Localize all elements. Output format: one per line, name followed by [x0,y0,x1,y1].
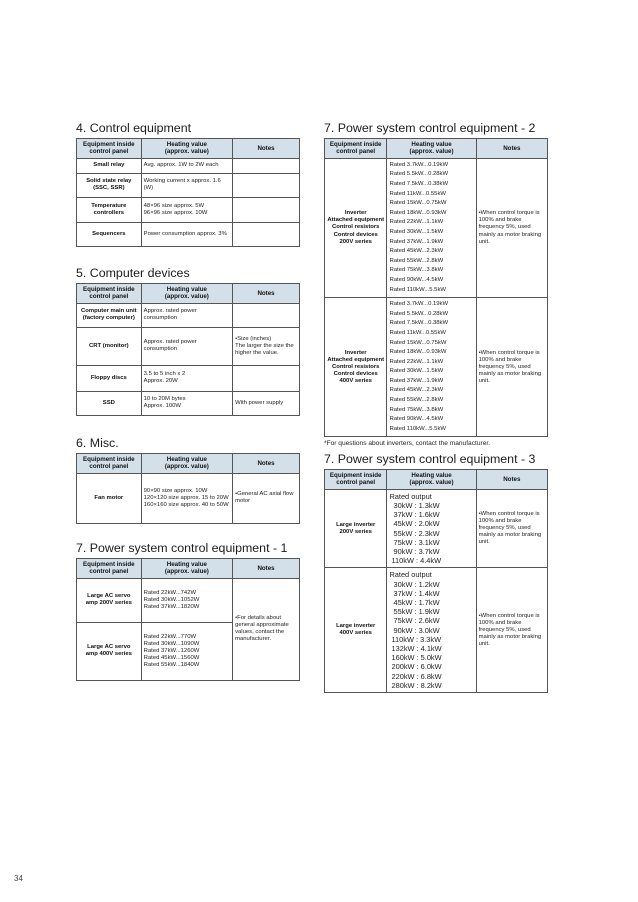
column-equipment: Equipment inside control panel [77,559,142,579]
equipment-cell: Solid state relay (SSC, SSR) [77,173,142,197]
misc-table [76,453,300,524]
column-notes: Notes [476,470,547,490]
column-heating: Heating value (approx. value) [141,454,232,474]
equipment-cell: CRT (monitor) [77,327,142,365]
power-system-3-table [324,469,548,693]
table-row [325,489,548,568]
column-heating: Heating value (approx. value) [387,470,476,490]
column-equipment: Equipment inside control panel [77,139,142,159]
section-title: 6. Misc. [76,436,119,450]
section-power-system-2 [324,121,548,447]
column-heating: Heating value (approx. value) [141,284,232,304]
notes-cell: •General AC axial flow motor [233,473,300,523]
heating-cell: Avg. approx. 1W to 2W each [141,158,232,173]
equipment-cell: Large inverter 200V series [325,489,387,568]
equipment-cell: Inverter Attached equipment Control resistors Control devices 400V series [325,298,387,437]
table-row [77,222,300,246]
heating-cell: Rated 3.7kW...0.19kW Rated 5.5kW...0.28kW Rated 7.5kW...0.38kW Rated 11kW...0.55kW Rated 15kW...0.75kW Rated 18kW...0.93kW Rated 22kW...1.1kW Rated 30kW...1.5kW Rated 37kW...1.9kW Rated 45kW...2.3kW Rated 55kW...2.8kW Rated 75kW...3.8kW Rated 90kW...4.5kW Rated 110kW...5.5kW [387,158,476,297]
column-notes: Notes [233,284,300,304]
section-power-system-1 [76,541,300,681]
heating-cell: 48×96 size approx. 5W 96×96 size approx. 10W [141,197,232,222]
table-row [77,327,300,365]
notes-cell: •Size (inches) The larger the size the higher the value. [233,327,300,365]
heating-cell: Approx. rated power consumption [141,327,232,365]
table-header-row [77,559,300,579]
notes-cell [233,365,300,391]
table-row [77,391,300,415]
equipment-cell: Large inverter 400V series [325,568,387,693]
heating-cell: Rated 22kW...742W Rated 30kW...1052W Rated 37kW...1820W [141,578,232,622]
equipment-cell: Floppy discs [77,365,142,391]
equipment-cell: Temperature controllers [77,197,142,222]
heating-cell: 90×90 size approx. 10W 120×120 size approx. 15 to 20W 160×160 size approx. 40 to 50W [141,473,232,523]
table-row [77,303,300,327]
column-equipment: Equipment inside control panel [325,139,387,159]
equipment-cell: Fan motor [77,473,142,523]
page-number: 34 [14,874,23,883]
section-control-equipment [76,121,300,247]
table-header-row [77,454,300,474]
table-row [325,568,548,693]
heating-cell: Working current x approx. 1.6 (W) [141,173,232,197]
notes-cell [233,158,300,173]
section-misc [76,436,300,524]
equipment-cell: Large AC servo amp 400V series [77,622,142,680]
table-row [77,158,300,173]
column-heating: Heating value (approx. value) [387,139,476,159]
column-equipment: Equipment inside control panel [77,284,142,304]
heating-cell: Rated 22kW...770W Rated 30kW...1090W Rated 37kW...1260W Rated 45kW...1560W Rated 55kW...1840W [141,622,232,680]
section-computer-devices [76,266,300,416]
table-row [325,298,548,437]
column-notes: Notes [233,454,300,474]
section-title: 7. Power system control equipment - 3 [324,452,536,466]
section-title: 4. Control equipment [76,121,192,135]
column-heating: Heating value (approx. value) [141,559,232,579]
section-title: 7. Power system control equipment - 2 [324,121,536,135]
table-header-row [77,139,300,159]
heating-cell: Approx. rated power consumption [141,303,232,327]
table-row [77,197,300,222]
section-power-system-3 [324,452,548,693]
notes-cell: With power supply [233,391,300,415]
heating-cell: Power consumption approx. 3% [141,222,232,246]
power-system-1-table [76,558,300,681]
column-equipment: Equipment inside control panel [77,454,142,474]
table-row [77,578,300,622]
notes-cell [233,173,300,197]
table-header-row [77,284,300,304]
column-equipment: Equipment inside control panel [325,470,387,490]
heating-cell: Rated output 30kW : 1.3kW 37kW : 1.6kW 45kW : 2.0kW 55kW : 2.3kW 75kW : 3.1kW 90kW : 3.7kW 110kW : 4.4kW [387,489,476,568]
section-title: 7. Power system control equipment - 1 [76,541,288,555]
equipment-cell: Small relay [77,158,142,173]
heating-cell: 10 to 20M bytes Approx. 100W [141,391,232,415]
column-notes: Notes [233,559,300,579]
control-equipment-table [76,138,300,247]
heating-cell: Rated 3.7kW...0.19kW Rated 5.5kW...0.28kW Rated 7.5kW...0.38kW Rated 11kW...0.55kW Rated 15kW...0.75kW Rated 18kW...0.93kW Rated 22kW...1.1kW Rated 30kW...1.5kW Rated 37kW...1.9kW Rated 45kW...2.3kW Rated 55kW...2.8kW Rated 75kW...3.8kW Rated 90kW...4.5kW Rated 110kW...5.5kW [387,298,476,437]
equipment-cell: Large AC servo amp 200V series [77,578,142,622]
footnote: *For questions about inverters, contact the manufacturer. [324,440,491,448]
section-title: 5. Computer devices [76,266,190,280]
table-header-row [325,470,548,490]
heating-cell: Rated output 30kW : 1.2kW 37kW : 1.4kW 45kW : 1.7kW 55kW : 1.9kW 75kW : 2.6kW 90kW : 3.0kW 110kW : 3.3kW 132kW : 4.1kW 160kW : 5.0kW 200kW : 6.0kW 220kW : 6.8kW 280kW : 8.2kW [387,568,476,693]
column-notes: Notes [233,139,300,159]
notes-cell [233,222,300,246]
table-row [77,365,300,391]
notes-cell [233,303,300,327]
table-row [325,158,548,297]
notes-cell [233,197,300,222]
equipment-cell: Inverter Attached equipment Control resistors Control devices 200V series [325,158,387,297]
notes-cell: •When control torque is 100% and brake frequency 5%, used mainly as motor braking unit. [476,489,547,568]
notes-cell: •When control torque is 100% and brake frequency 5%, used mainly as motor braking unit. [476,568,547,693]
table-row [77,473,300,523]
notes-cell: •When control torque is 100% and brake frequency 5%, used mainly as motor braking unit. [476,158,547,297]
notes-cell: •For details about general approximate values, contact the manufacturer. [233,578,300,680]
computer-devices-table [76,283,300,416]
table-header-row [325,139,548,159]
column-notes: Notes [476,139,547,159]
equipment-cell: SSD [77,391,142,415]
column-heating: Heating value (approx. value) [141,139,232,159]
equipment-cell: Computer main unit (factory computer) [77,303,142,327]
equipment-cell: Sequencers [77,222,142,246]
notes-cell: •When control torque is 100% and brake frequency 5%, used mainly as motor braking unit. [476,298,547,437]
heating-cell: 3.5 to 5 inch x 2 Approx. 20W [141,365,232,391]
power-system-2-table [324,138,548,437]
table-row [77,173,300,197]
